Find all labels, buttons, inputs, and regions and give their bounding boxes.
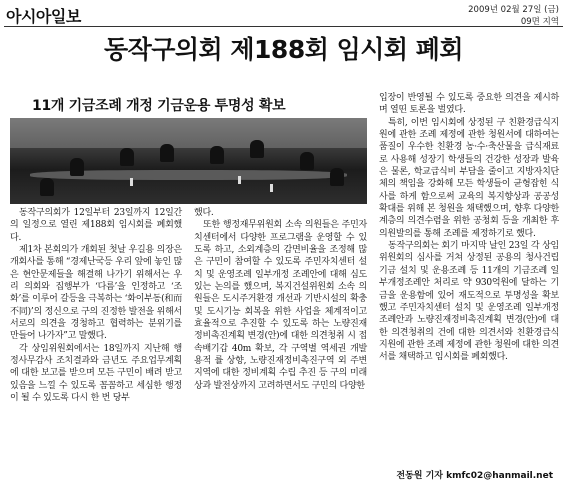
- photo-bottle: [270, 184, 273, 192]
- council-session-photo: [10, 118, 367, 204]
- photo-wall: [10, 118, 367, 148]
- photo-person: [300, 152, 314, 170]
- photo-person: [160, 144, 174, 162]
- photo-bottle: [130, 178, 133, 186]
- page-section: 09면 지역: [520, 17, 559, 27]
- article-column-1: [10, 207, 182, 405]
- photo-person: [40, 178, 54, 196]
- article-paragraph: 했다.: [194, 208, 214, 218]
- subheadline: 11개 기금조례 개정 기금운용 투명성 확보: [32, 98, 286, 114]
- headline: 동작구의회 제188회 임시회 폐회: [103, 35, 464, 64]
- article-paragraph: 동작구의회가 12일부터 23일까지 12일간의 일정으로 열린 제188회 임시회를 폐회했다.: [10, 208, 182, 243]
- article-column-2: [194, 207, 367, 392]
- photo-person: [330, 168, 344, 186]
- article-paragraph: 특히, 이번 임시회에 상정된 구 친환경급식지원에 관한 조례 제정에 관한 청원서에 대하여는 품질이 우수한 친환경 농·수·축산물을 급식재료로 사용해 성장기 학생들의 건강한 성장과 발육은 물론, 학교급식비 부담을 줄이고 지방자치단체의 책임을 강화해 모든 학생들이 균형잡힌 식사를 하게 함으로써 교육의 복지향상과 공공성 확대를 위해 본 청원을 채택했으며, 향후 다양한 계층의 의견수렴을 위한 공청회 등을 개최한 후 의원발의를 통해 조례를 제정하기로 했다.: [379, 117, 559, 239]
- article-paragraph: 또한 행정재무위원회 소속 의원들은 주민자치센터에서 다양한 프로그램을 운영할 수 있도록 하고, 소외계층의 감면비율을 조정해 많은 구민이 참여할 수 있도록 주민자치센터 설치 및 운영조례 일부개정 조례안에 대해 심도 있는 논의를 했으며, 복지건설위원회 소속 의원들은 도시주거환경 개선과 기반시설의 확충 및 도시기능 회복을 위한 사업을 체계적이고 효율적으로 추진할 수 있도록 하는 노량진재정비촉진계획 변경(안)에 대한 의견청취 시 접속배기갑 40m 확보, 각 구역별 역세권 개발 용적 률 상향, 노량진재정비촉진구역 외 주변지역에 대한 정비계획 수립 추진 등 구의 미래상과 발전상까지 고려하면서도 구민의 다양한: [194, 220, 367, 391]
- article-column-3: [379, 92, 559, 364]
- header-rule: [4, 26, 563, 27]
- article-paragraph: 입장이 반영될 수 있도록 중요한 의견을 제시하며 열띤 토론을 벌였다.: [379, 93, 559, 116]
- byline: 전동원 기자 kmfc02@hanmail.net: [396, 471, 553, 481]
- article-paragraph: 제1차 본회의가 개회된 첫날 우길용 의장은 개회사를 통해 “경제난국등 우리 앞에 놓인 많은 현안문제들을 해결해 나가기 위해서는 우리 의회와 집행부가 ‘다름’을 인정하고 ‘조화’를 이루어 갈등을 극복하는 ‘화이부동(和而不同)’의 정신으로 구의 진정한 발전을 위해서 서로의 의견을 경청하고 협력하는 분위기를 만들어 나가자”고 말했다.: [10, 245, 183, 342]
- photo-person: [210, 146, 224, 164]
- photo-person: [250, 140, 264, 158]
- dateline: [468, 4, 559, 28]
- article-paragraph: 각 상임위원회에서는 18일까지 지난해 행정사무감사 조치결과와 금년도 주요업무계획에 대한 보고를 받으며 모든 구민이 배려 받고 있음을 느낄 수 있도록 꼼꼼하고 세심한 행정이 될 수 있도록 다시 한 번 당부: [10, 343, 182, 404]
- photo-bottle: [238, 176, 241, 184]
- masthead: 아시아일보: [6, 7, 81, 26]
- article-paragraph: 동작구의회는 회기 마지막 날인 23일 각 상임위원회의 심사를 거쳐 상정된 공용의 청사건립기금 설치 및 운용조례 등 11개의 기금조례 일부개정조례안 처리로 약 930억원에 달하는 기금을 운용함에 있어 재도적으로 투명성을 확보했고 주민자치센터 설치 및 운영조례 일부개정조례안과 노량진재정비촉진계획 변경(안)에 대한 의견청취의 건에 대한 의견서와 친환경급식지원에 관한 조례 제정에 관한 청원에 대한 의견서를 채택하고 임시회를 폐회했다.: [379, 241, 559, 363]
- photo-person: [120, 148, 134, 166]
- publication-date: 2009년 02월 27일 (금): [468, 5, 559, 15]
- photo-person: [70, 158, 84, 176]
